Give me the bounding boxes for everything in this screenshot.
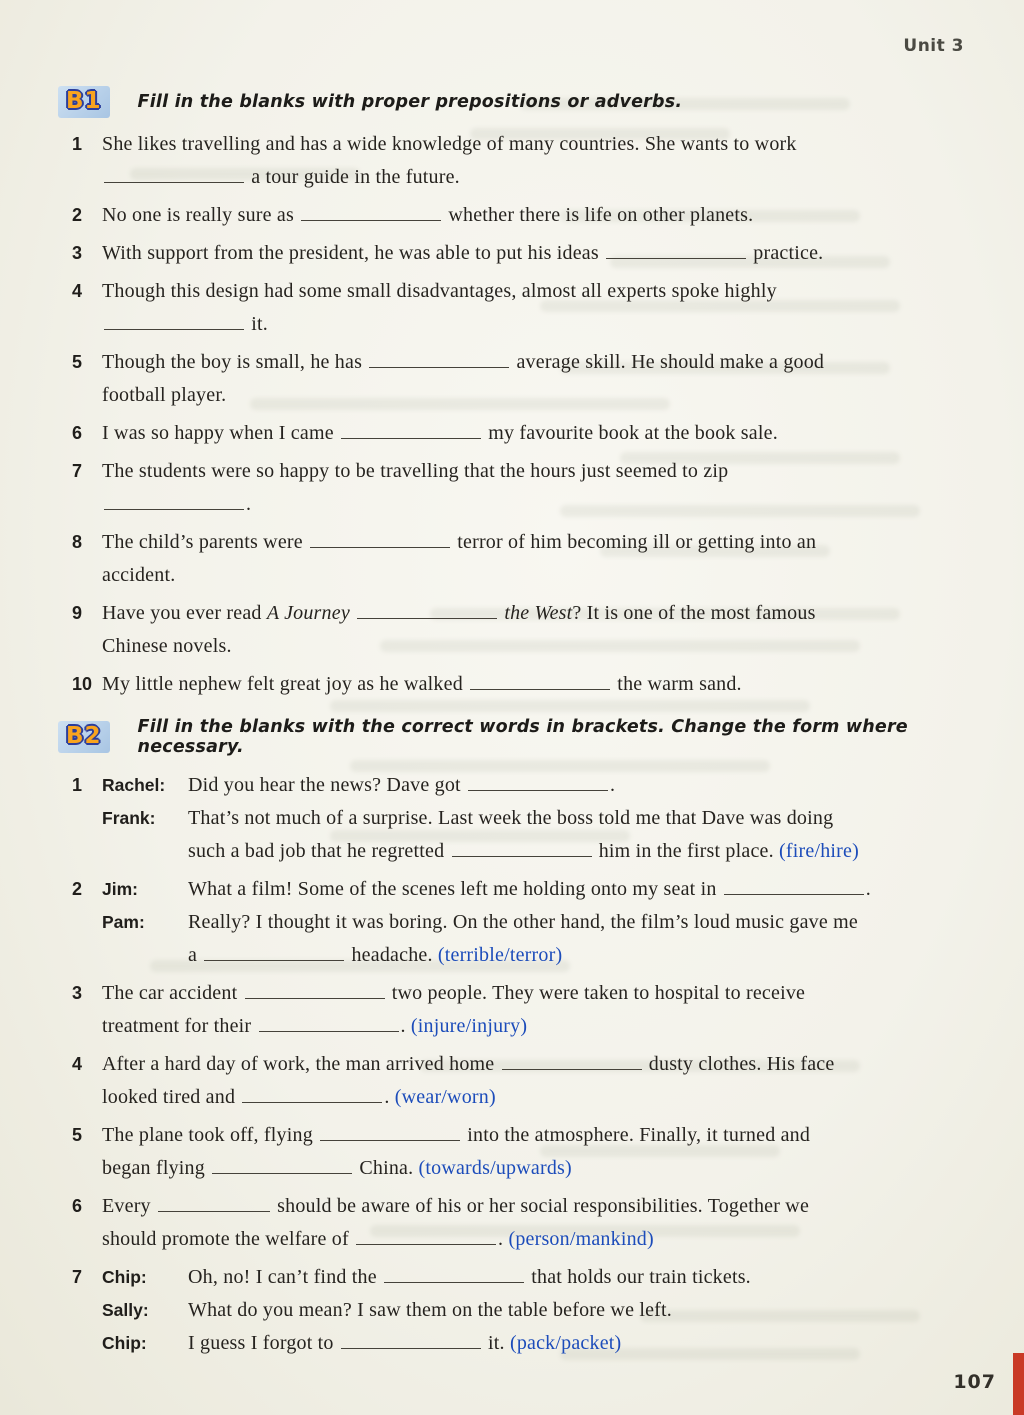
unit-label: Unit 3 [903,36,964,56]
item-number: 2 [72,205,83,225]
fill-in-blank [158,1196,270,1212]
text-line [102,1119,986,1152]
text-line [102,455,986,488]
text-segment: After a hard day of work, the man arrived home [102,1053,500,1075]
item-number: 5 [72,1125,83,1145]
exercise-item [58,1190,986,1256]
fill-in-blank [204,945,344,961]
text-segment: the warm sand. [612,673,742,695]
text-line [188,802,986,835]
item-lines [102,977,986,1043]
item-body [102,199,986,232]
speaker-label: Sally: [102,1300,149,1320]
text-segment: Did you hear the news? Dave got [188,774,466,796]
text-segment: practice. [748,242,824,264]
item-number: 6 [72,423,83,443]
speaker-label: Pam: [102,912,145,932]
item-number: 8 [72,532,83,552]
item-number: 10 [72,674,93,694]
item-row [102,977,986,1043]
text-line [102,488,986,521]
text-segment: No one is really sure as [102,204,300,226]
text-segment: . [609,774,616,796]
item-body [102,1048,986,1114]
text-segment: The plane took off, flying [102,1124,319,1146]
text-line [102,161,986,194]
item-lines [102,417,986,450]
page-content [58,84,986,1365]
text-segment: The child’s parents were [102,531,309,553]
text-segment: him in the first place. [593,840,780,862]
item-lines [188,802,986,868]
text-line [102,1152,986,1185]
item-number: 1 [72,775,83,795]
section-b2-header [58,719,986,755]
text-segment: Chinese novels. [102,635,232,657]
item-number: 9 [72,603,83,623]
fill-in-blank [357,603,497,619]
page-edge-red-bar [1013,1353,1024,1415]
item-lines [188,769,986,802]
section-b1 [58,84,986,701]
answer-choice-hint: (person/mankind) [508,1228,654,1250]
fill-in-blank [104,314,244,330]
fill-in-blank [259,1016,399,1032]
speaker-label: Frank: [102,808,156,828]
exercise-item [58,199,986,232]
page-number: 107 [953,1371,996,1393]
text-segment: China. [354,1157,419,1179]
item-body [102,1261,986,1360]
section-instruction-b1: Fill in the blanks with proper prepositions or adverbs. [137,92,683,112]
text-segment: football player. [102,384,227,406]
item-row [102,237,986,270]
text-line [102,128,986,161]
exercise-item [58,1048,986,1114]
text-segment [350,602,355,624]
text-line [102,417,986,450]
text-segment: dusty clothes. His face [643,1053,835,1075]
exercise-item [58,275,986,341]
text-segment: into the atmosphere. Finally, it turned and [462,1124,811,1146]
text-line [102,597,986,630]
answer-choice-hint: (terrible/terror) [437,944,563,966]
text-line [102,668,986,701]
item-body [102,275,986,341]
exercise-item [58,346,986,412]
text-segment: two people. They were taken to hospital to receive [386,982,806,1004]
fill-in-blank [369,352,509,368]
text-segment: Though this design had some small disadvantages, almost all experts spoke highly [102,280,777,302]
fill-in-blank [341,1333,481,1349]
exercise-item [58,977,986,1043]
item-row [102,199,986,232]
fill-in-blank [384,1267,524,1283]
fill-in-blank [310,532,450,548]
item-lines [102,1190,986,1256]
item-body [102,597,986,663]
item-number: 7 [72,1267,83,1287]
text-segment: Every [102,1195,156,1217]
text-line [102,977,986,1010]
speaker-label: Chip: [102,1267,147,1287]
item-number: 6 [72,1196,83,1216]
text-segment: I was so happy when I came [102,422,339,444]
text-segment: The car accident [102,982,243,1004]
text-segment: headache. [346,944,438,966]
text-segment: Have you ever read [102,602,267,624]
text-segment: whether there is life on other planets. [443,204,754,226]
text-segment: that holds our train tickets. [526,1266,751,1288]
item-lines [102,199,986,232]
item-row [102,1261,986,1294]
fill-in-blank [606,243,746,259]
fill-in-blank [104,167,244,183]
item-body [102,526,986,592]
item-body [102,1190,986,1256]
exercise-list-b1 [58,128,986,701]
text-segment: With support from the president, he was able to put his ideas [102,242,605,264]
exercise-item [58,237,986,270]
text-line [102,1010,986,1043]
item-lines [102,668,986,701]
item-body [102,455,986,521]
answer-choice-hint: (wear/worn) [394,1086,496,1108]
text-segment: Oh, no! I can’t find the [188,1266,383,1288]
text-line [188,835,986,868]
fill-in-blank [212,1158,352,1174]
speaker-label: Rachel: [102,775,166,795]
item-row [102,455,986,521]
exercise-item [58,1119,986,1185]
text-line [102,346,986,379]
text-segment: A Journey [266,602,350,624]
text-segment: it. [246,313,268,335]
text-segment: such a bad job that he regretted [188,840,450,862]
text-segment: My little nephew felt great joy as he walked [102,673,469,695]
text-segment: Though the boy is small, he has [102,351,368,373]
item-body [102,237,986,270]
text-segment: . [246,493,252,515]
item-row [102,1190,986,1256]
speaker-label: Jim: [102,879,138,899]
section-instruction-b2: Fill in the blanks with the correct words in brackets. Change the form where necessary. [137,717,908,757]
fill-in-blank [470,674,610,690]
section-badge-b2: B2 [58,721,110,753]
item-lines [102,346,986,412]
text-line [102,237,986,270]
item-body [102,346,986,412]
text-segment: it. [482,1332,510,1354]
item-body [102,417,986,450]
text-segment: average skill. He should make a good [511,351,825,373]
fill-in-blank [320,1125,460,1141]
fill-in-blank [356,1229,496,1245]
text-segment: a [188,944,203,966]
item-number: 3 [72,243,83,263]
fill-in-blank [104,494,244,510]
exercise-item [58,417,986,450]
answer-choice-hint: (fire/hire) [779,840,859,862]
item-lines [188,1294,986,1327]
section-b1-header [58,84,986,120]
exercise-item [58,668,986,701]
item-row [102,906,986,972]
exercise-list-b2 [58,769,986,1360]
item-row [102,1327,986,1360]
item-number: 1 [72,134,83,154]
fill-in-blank [242,1087,382,1103]
item-number: 7 [72,461,83,481]
exercise-item [58,1261,986,1360]
item-body [102,128,986,194]
item-lines [102,1119,986,1185]
text-line [102,1081,986,1114]
item-lines [102,597,986,663]
text-line [188,873,986,906]
speaker-label: Chip: [102,1333,147,1353]
text-segment: . [384,1086,395,1108]
item-body [102,873,986,972]
item-row [102,1119,986,1185]
fill-in-blank [341,423,481,439]
text-line [102,1223,986,1256]
fill-in-blank [301,205,441,221]
item-number: 5 [72,352,83,372]
text-line [188,906,986,939]
text-segment: the West [504,602,573,624]
exercise-item [58,455,986,521]
item-row [102,526,986,592]
text-segment: . [865,878,871,900]
item-row [102,1048,986,1114]
text-line [102,559,986,592]
text-line [188,1327,986,1360]
exercise-item [58,128,986,194]
text-segment: . [400,1015,411,1037]
item-row [102,417,986,450]
fill-in-blank [502,1054,642,1070]
text-segment: looked tired and [102,1086,241,1108]
exercise-item [58,873,986,972]
answer-choice-hint: (towards/upwards) [418,1157,572,1179]
answer-choice-hint: (injure/injury) [410,1015,528,1037]
item-row [102,597,986,663]
text-segment: She likes travelling and has a wide knowledge of many countries. She wants to work [102,133,797,155]
text-line [102,1190,986,1223]
item-lines [102,275,986,341]
text-segment: my favourite book at the book sale. [483,422,778,444]
text-segment: should promote the welfare of [102,1228,355,1250]
item-lines [188,906,986,972]
text-line [102,630,986,663]
item-row [102,668,986,701]
item-lines [188,1261,986,1294]
text-segment: What do you mean? I saw them on the table before we left. [188,1299,672,1321]
item-lines [102,526,986,592]
item-lines [102,1048,986,1114]
fill-in-blank [245,983,385,999]
item-lines [188,873,986,906]
text-line [102,275,986,308]
text-line [102,199,986,232]
text-line [188,939,986,972]
text-segment: I guess I forgot to [188,1332,339,1354]
text-segment: terror of him becoming ill or getting into an [452,531,817,553]
text-segment: What a film! Some of the scenes left me holding onto my seat in [188,878,722,900]
item-row [102,346,986,412]
item-row [102,275,986,341]
text-line [188,1294,986,1327]
item-lines [188,1327,986,1360]
exercise-item [58,526,986,592]
fill-in-blank [452,841,592,857]
item-row [102,1294,986,1327]
item-body [102,668,986,701]
exercise-item [58,597,986,663]
item-row [102,802,986,868]
text-segment: began flying [102,1157,211,1179]
item-lines [102,455,986,521]
item-number: 3 [72,983,83,1003]
item-body [102,1119,986,1185]
text-segment: That’s not much of a surprise. Last week the boss told me that Dave was doing [188,807,834,829]
text-line [188,769,986,802]
section-badge-b1: B1 [58,86,110,118]
item-lines [102,128,986,194]
item-body [102,769,986,868]
exercise-item [58,769,986,868]
text-line [102,526,986,559]
fill-in-blank [468,775,608,791]
item-lines [102,237,986,270]
text-segment: treatment for their [102,1015,257,1037]
item-row [102,769,986,802]
text-segment: . [498,1228,509,1250]
item-number: 4 [72,281,83,301]
item-body [102,977,986,1043]
text-segment: a tour guide in the future. [246,166,460,188]
section-b2 [58,719,986,1360]
text-segment: ? It is one of the most famous [572,602,816,624]
item-row [102,873,986,906]
item-row [102,128,986,194]
text-segment: The students were so happy to be travelling that the hours just seemed to zip [102,460,729,482]
item-number: 4 [72,1054,83,1074]
answer-choice-hint: (pack/packet) [509,1332,622,1354]
text-segment: accident. [102,564,176,586]
text-segment: Really? I thought it was boring. On the other hand, the film’s loud music gave me [188,911,858,933]
fill-in-blank [724,879,864,895]
text-line [102,1048,986,1081]
text-line [102,308,986,341]
text-line [102,379,986,412]
text-segment: should be aware of his or her social responsibilities. Together we [271,1195,810,1217]
item-number: 2 [72,879,83,899]
text-line [188,1261,986,1294]
